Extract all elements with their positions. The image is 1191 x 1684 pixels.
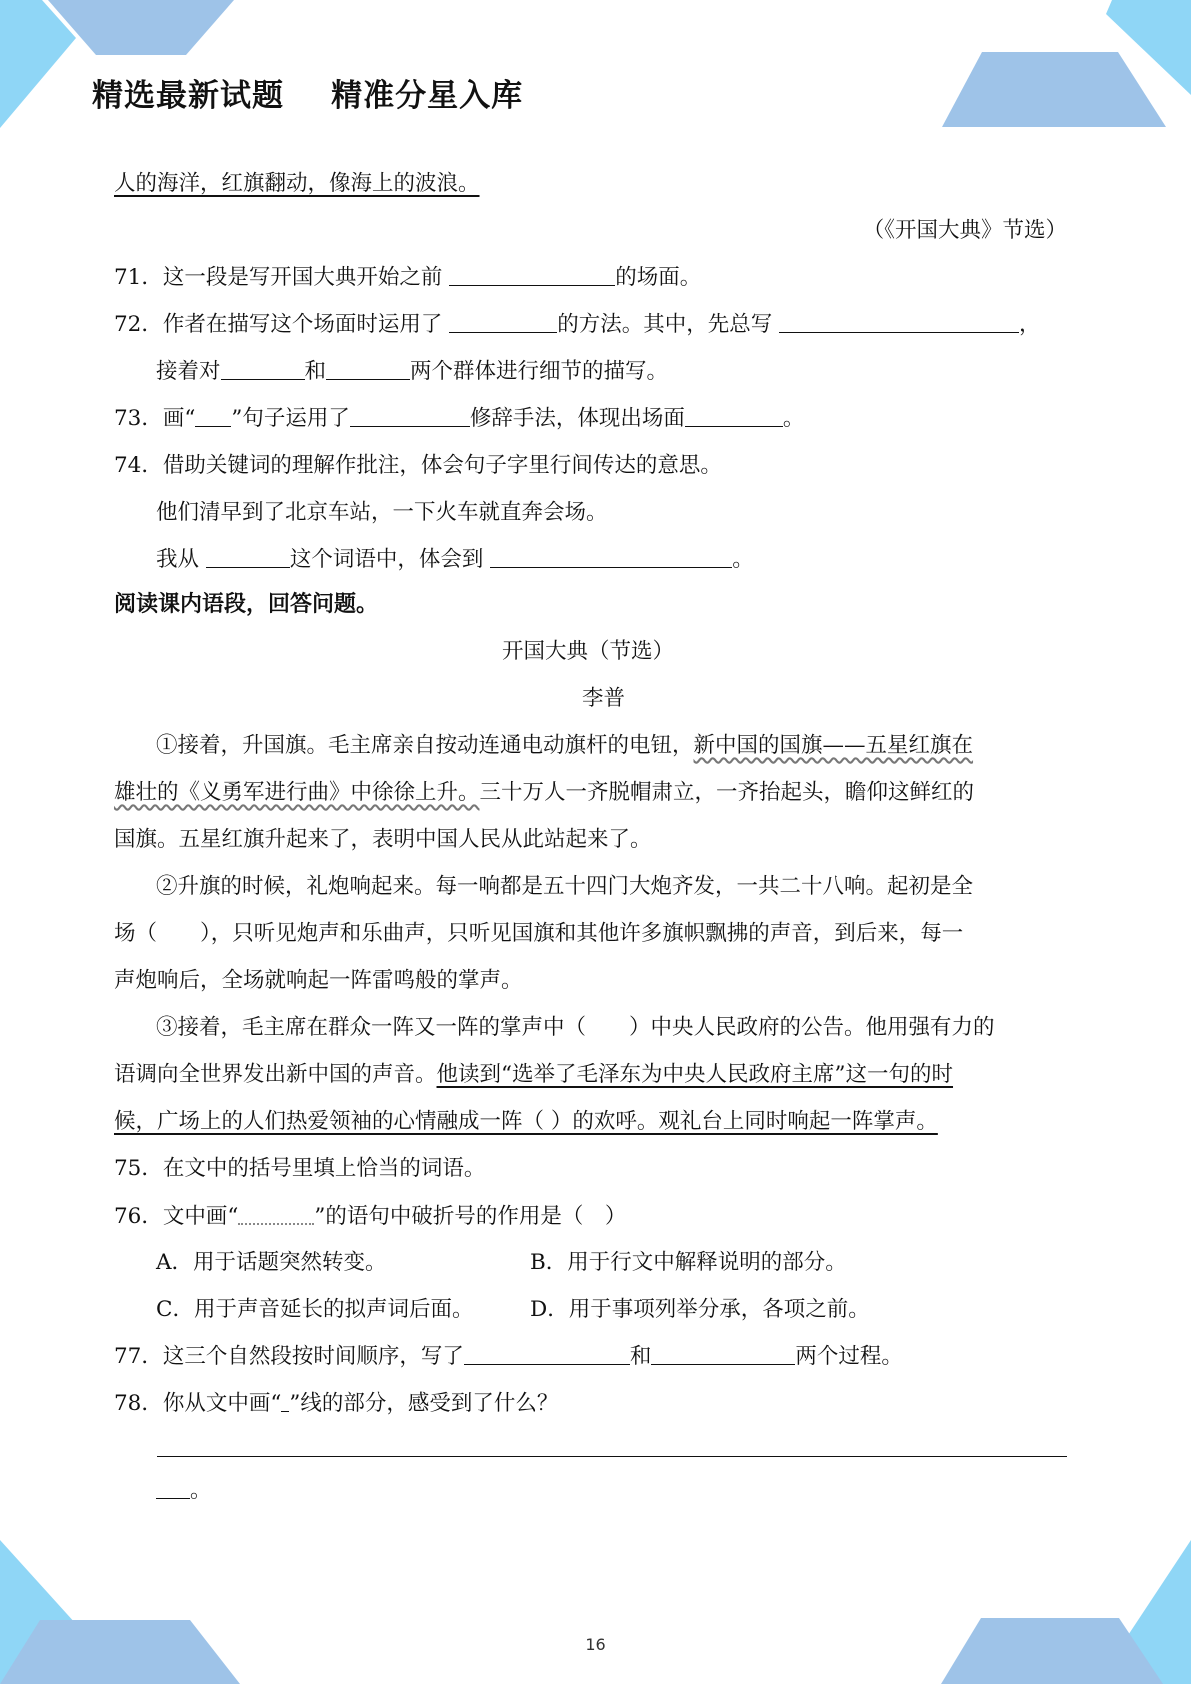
header-title: 精选最新试题 精准分星入库	[92, 78, 524, 114]
question-77: 77．这三个自然段按时间顺序，写了 和 两个过程。	[114, 1344, 903, 1369]
paragraph-3-line-3: 候，广场上的人们热爱领袖的心情融成一阵（ ）的欢呼。观礼台上同时响起一阵掌声。	[114, 1109, 938, 1134]
wavy-line-sample	[238, 1201, 314, 1225]
passage-fragment: 人的海洋，红旗翻动，像海上的波浪。	[114, 171, 480, 196]
answer-blank[interactable]	[651, 1342, 795, 1365]
paragraph-1-line-1: ①接着，升国旗。毛主席亲自按动连通电动旗杆的电钮，新中国的国旗——五星红旗在	[156, 733, 974, 758]
answer-blank[interactable]	[326, 357, 410, 380]
question-72-line2: 接着对 和 两个群体进行细节的描写。	[156, 359, 669, 384]
paragraph-3-line-2: 语调向全世界发出新中国的声音。他读到“选举了毛泽东为中央人民政府主席”这一句的时	[114, 1062, 954, 1087]
answer-blank[interactable]	[490, 545, 732, 568]
answer-line[interactable]	[157, 1456, 1067, 1457]
answer-blank[interactable]	[449, 310, 557, 333]
paragraph-3-line-1: ③接着，毛主席在群众一阵又一阵的掌声中（ ）中央人民政府的公告。他用强有力的	[156, 1015, 995, 1040]
paragraph-2-line-2: 场（ ），只听见炮声和乐曲声，只听见国旗和其他许多旗帜飘拂的声音，到后来，每一	[114, 921, 964, 946]
page-number: 16	[585, 1635, 606, 1654]
paragraph-1-line-2: 雄壮的《义勇军进行曲》中徐徐上升。三十万人一齐脱帽肃立，一齐抬起头，瞻仰这鲜红的	[114, 780, 975, 805]
question-73: 73．画“ ”句子运用了 修辞手法，体现出场面 。	[114, 406, 805, 431]
question-71: 71．这一段是写开国大典开始之前 的场面。	[114, 265, 702, 290]
question-76: 76．文中画“ ”的语句中破折号的作用是（ ）	[114, 1201, 626, 1232]
answer-blank[interactable]	[464, 1342, 630, 1365]
answer-blank[interactable]	[221, 357, 305, 380]
paragraph-2-line-1: ②升旗的时候，礼炮响起来。每一响都是五十四门大炮齐发，一共二十八响。起初是全	[156, 874, 974, 899]
answer-blank[interactable]	[449, 263, 615, 286]
option-c[interactable]: C．用于声音延长的拟声词后面。	[156, 1297, 474, 1322]
passage-title: 开国大典（节选）	[502, 639, 675, 664]
answer-blank[interactable]	[206, 545, 290, 568]
bottom-left-decoration	[0, 1540, 260, 1684]
question-75: 75．在文中的括号里填上恰当的词语。	[114, 1156, 486, 1181]
answer-line-end: 。	[156, 1476, 212, 1506]
answer-blank[interactable]	[685, 404, 783, 427]
answer-blank[interactable]	[350, 404, 470, 427]
question-74: 74．借助关键词的理解作批注，体会句子字里行间传达的意思。	[114, 453, 722, 478]
top-right-decoration	[930, 0, 1191, 130]
question-74-answer: 我从 这个词语中，体会到 。	[156, 547, 754, 572]
section-heading: 阅读课内语段，回答问题。	[114, 592, 379, 617]
option-b[interactable]: B．用于行文中解释说明的部分。	[530, 1250, 847, 1275]
question-78: 78．你从文中画“ ”线的部分，感受到了什么？	[114, 1391, 559, 1416]
passage-author: 李普	[582, 686, 626, 711]
option-a[interactable]: A．用于话题突然转变。	[156, 1250, 387, 1275]
passage-source: （《开国大典》节选）	[862, 218, 1067, 243]
question-72: 72．作者在描写这个场面时运用了 的方法。其中，先总写 ，	[114, 312, 1041, 337]
paragraph-2-line-3: 声炮响后，全场就响起一阵雷鸣般的掌声。	[114, 968, 523, 993]
answer-blank[interactable]	[779, 310, 1019, 333]
bottom-right-decoration	[931, 1540, 1191, 1684]
paragraph-1-line-3: 国旗。五星红旗升起来了，表明中国人民从此站起来了。	[114, 827, 652, 852]
underline-sample	[195, 404, 231, 427]
question-74-sentence: 他们清早到了北京车站，一下火车就直奔会场。	[156, 500, 608, 525]
option-d[interactable]: D．用于事项列举分承，各项之前。	[530, 1297, 870, 1322]
answer-blank[interactable]	[156, 1476, 190, 1499]
